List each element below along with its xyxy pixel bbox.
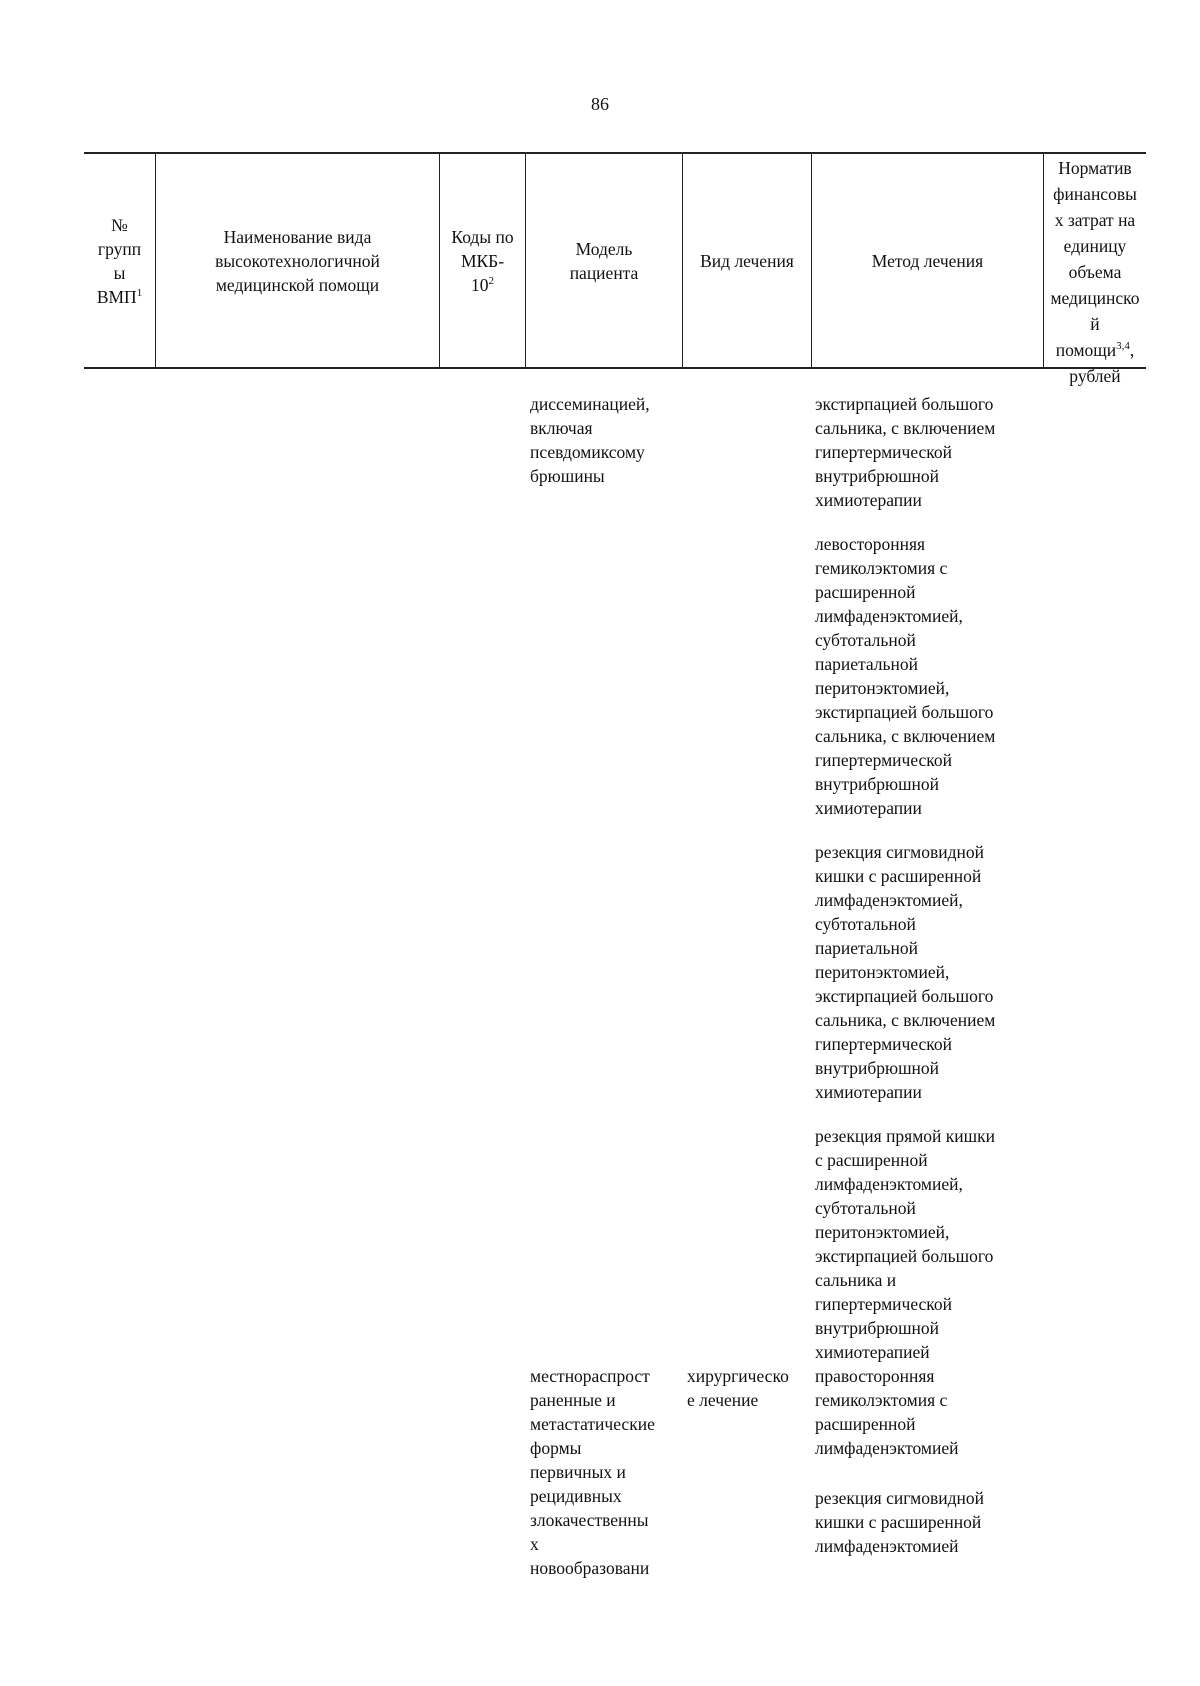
patient-model-cell: диссеминацией, включая псевдомиксому брюшины [530,394,650,486]
page-number: 86 [591,94,609,114]
header-patient-model: Модель пациента [525,154,682,367]
header-treatment-type: Вид лечения [682,154,811,367]
treatment-type-cell: хирургическо е лечение [687,1366,789,1410]
treatment-method-cell: правосторонняя гемиколэктомия с расширенной лимфаденэктомией [815,1366,959,1458]
header-treatment-method: Метод лечения [811,154,1043,367]
header-icd-codes: Коды по МКБ- $10^2$ [439,154,525,367]
patient-model-cell: местнораспрост раненные и метастатические формы первичных и рецидивных злокачественны х новообразовани [530,1366,655,1578]
treatment-method-cell: левосторонняя гемиколэктомия с расширенной лимфаденэктомией, субтотальной париетальной перитонэктомией, экстирпацией большого сальника, с включением гипертермической внутрибрюшной химиотерапии [815,534,996,818]
header-group-number: № групп ы ВМП$^1$ [96,214,143,307]
treatment-method-cell: резекция сигмовидной кишки с расширенной лимфаденэктомией, субтотальной париетальной перитонэктомией, экстирпацией большого сальника, с включением гипертермической внутрибрюшной химиотерапии [815,842,996,1102]
table-header [84,152,1146,386]
header-care-type-name: Наименование вида высокотехнологичной медицинской помощи [155,154,439,367]
treatment-method-cell: экстирпацией большого сальника, с включением гипертермической внутрибрюшной химиотерапии [815,394,996,510]
treatment-method-cell: резекция прямой кишки с расширенной лимфаденэктомией, субтотальной перитонэктомией, экстирпацией большого сальника и гипертермической внутрибрюшной химиотерапией [815,1126,996,1362]
header-cost-norm: Норматив финансовы х затрат на единицу объема медицинско й помощи$^{3,4}$, рублей [1043,154,1146,367]
treatment-method-cell: резекция сигмовидной кишки с расширенной лимфаденэктомией [815,1488,984,1556]
